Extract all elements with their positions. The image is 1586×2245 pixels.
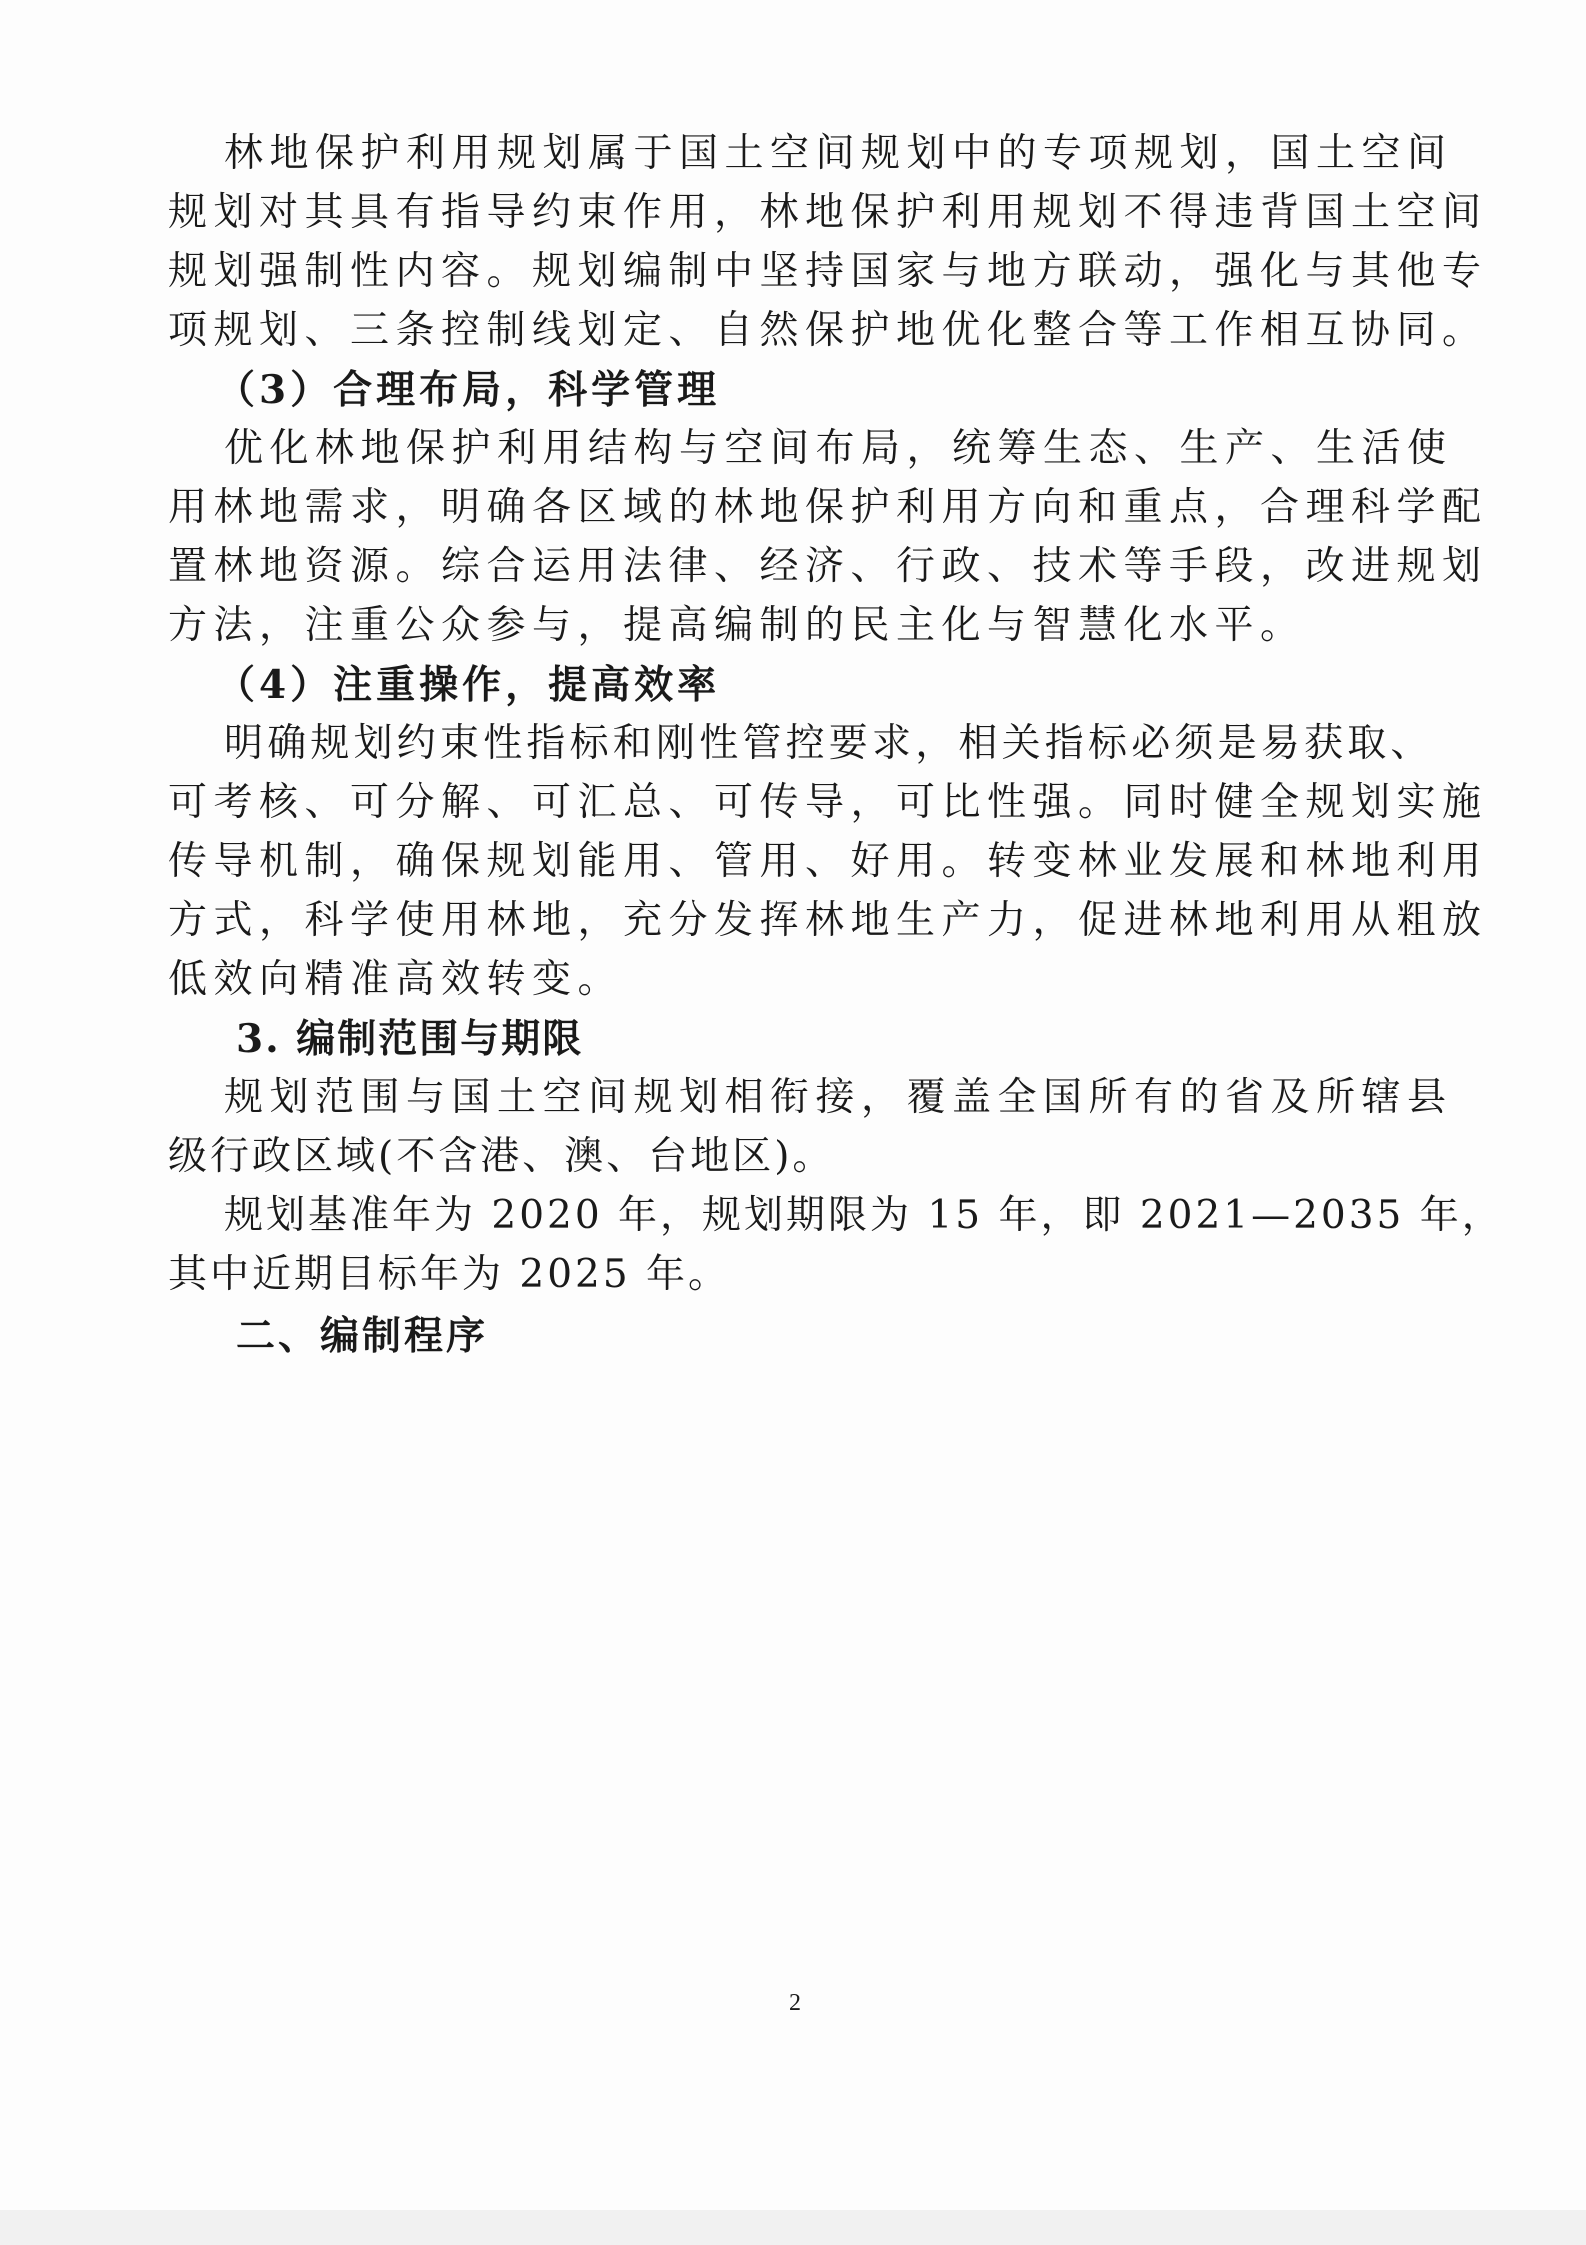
page-bottom-edge <box>0 2210 1586 2245</box>
paragraph-line: 项规划、三条控制线划定、自然保护地优化整合等工作相互协同。 <box>168 308 1488 353</box>
paragraph-line: 规划范围与国土空间规划相衔接，覆盖全国所有的省及所辖县 <box>224 1075 1453 1120</box>
paragraph-line: 明确规划约束性指标和刚性管控要求，相关指标必须是易获取、 <box>224 721 1434 766</box>
section-3-title: 3. 编制范围与期限 <box>236 1016 584 1062</box>
paragraph-line: 规划强制性内容。规划编制中坚持国家与地方联动，强化与其他专 <box>168 249 1488 294</box>
paragraph-line: 用林地需求，明确各区域的林地保护利用方向和重点，合理科学配 <box>168 485 1488 530</box>
subsection-heading-3: （3）合理布局，科学管理 <box>216 367 721 413</box>
page-number: 2 <box>789 1990 801 2016</box>
paragraph-line: 低效向精准高效转变。 <box>168 957 624 1002</box>
paragraph-line: 林地保护利用规划属于国土空间规划中的专项规划，国土空间 <box>224 131 1453 176</box>
paragraph-line: 规划对其具有指导约束作用，林地保护利用规划不得违背国土空间 <box>168 190 1488 235</box>
paragraph-line: 级行政区域(不含港、澳、台地区)。 <box>168 1134 835 1179</box>
paragraph-line: 优化林地保护利用结构与空间布局，统筹生态、生产、生活使 <box>224 426 1453 471</box>
section-2-title: 二、编制程序 <box>236 1313 489 1359</box>
paragraph-line: 传导机制，确保规划能用、管用、好用。转变林业发展和林地利用 <box>168 839 1488 884</box>
paragraph-line: 方式，科学使用林地，充分发挥林地生产力，促进林地利用从粗放 <box>168 898 1488 943</box>
paragraph-line: 规划基准年为 2020 年，规划期限为 15 年，即 2021—2035 年， <box>224 1193 1504 1238</box>
paragraph-line: 置林地资源。综合运用法律、经济、行政、技术等手段，改进规划 <box>168 544 1488 589</box>
paragraph-line: 其中近期目标年为 2025 年。 <box>168 1252 731 1297</box>
paragraph-line: 可考核、可分解、可汇总、可传导，可比性强。同时健全规划实施 <box>168 780 1488 825</box>
paragraph-line: 方法，注重公众参与，提高编制的民主化与智慧化水平。 <box>168 603 1306 648</box>
subsection-heading-4: （4）注重操作，提高效率 <box>216 662 721 708</box>
